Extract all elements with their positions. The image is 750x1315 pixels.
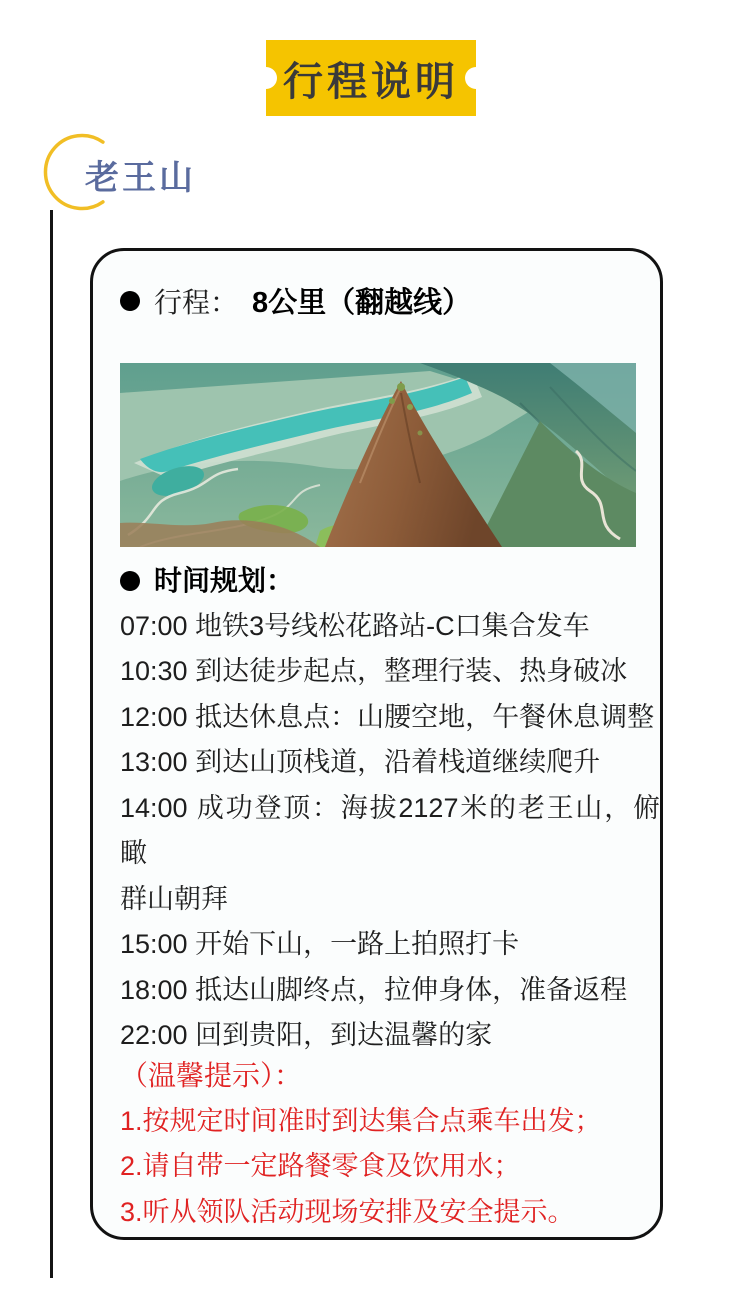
schedule-item: 18:00 抵达山脚终点，拉伸身体，准备返程 [120, 974, 628, 1005]
schedule-item: 14:00 成功登顶：海拔2127米的老王山，俯瞰 [120, 792, 660, 868]
itinerary-card [90, 248, 663, 1240]
bullet-icon [120, 291, 140, 311]
tip-item: 2.请自带一定路餐零食及饮用水； [120, 1151, 521, 1181]
tip-item: 1.按规定时间准时到达集合点乘车出发； [120, 1105, 602, 1136]
schedule-item: 15:00 开始下山，一路上拍照打卡 [120, 929, 520, 959]
tip-item: 3.听从领队活动现场安排及安全提示。 [120, 1196, 575, 1227]
schedule-item: 10:30 到达徒步起点，整理行装、热身破冰 [120, 656, 628, 686]
route-label: 行程： [154, 286, 239, 318]
route-value: 8公里（翻越线） [252, 287, 472, 319]
schedule-item: 群山朝拜 [120, 883, 228, 914]
schedule-item: 22:00 回到贵阳，到达温馨的家 [120, 1020, 493, 1050]
ticket-notch-right-icon [465, 67, 487, 89]
schedule-section [120, 558, 660, 1059]
mountain-photo-image [120, 363, 636, 547]
page-title: 行程说明 [283, 59, 459, 104]
mountain-photo [120, 363, 636, 547]
route-row [120, 280, 471, 321]
ticket-notch-left-icon [255, 67, 277, 89]
schedule-item: 13:00 到达山顶栈道，沿着栈道继续爬升 [120, 747, 601, 777]
timeline-divider [50, 210, 53, 1278]
bullet-icon [120, 571, 140, 591]
header-badge [266, 40, 476, 116]
tips-title: （温馨提示）： [120, 1060, 303, 1091]
schedule-item: 12:00 抵达休息点：山腰空地，午餐休息调整 [120, 701, 655, 732]
tips-section [120, 1053, 660, 1235]
schedule-item: 07:00 地铁3号线松花路站-C口集合发车 [120, 610, 590, 641]
schedule-title: 时间规划： [154, 565, 295, 596]
schedule-title-row [120, 558, 660, 604]
section-title: 老王山 [85, 159, 196, 197]
